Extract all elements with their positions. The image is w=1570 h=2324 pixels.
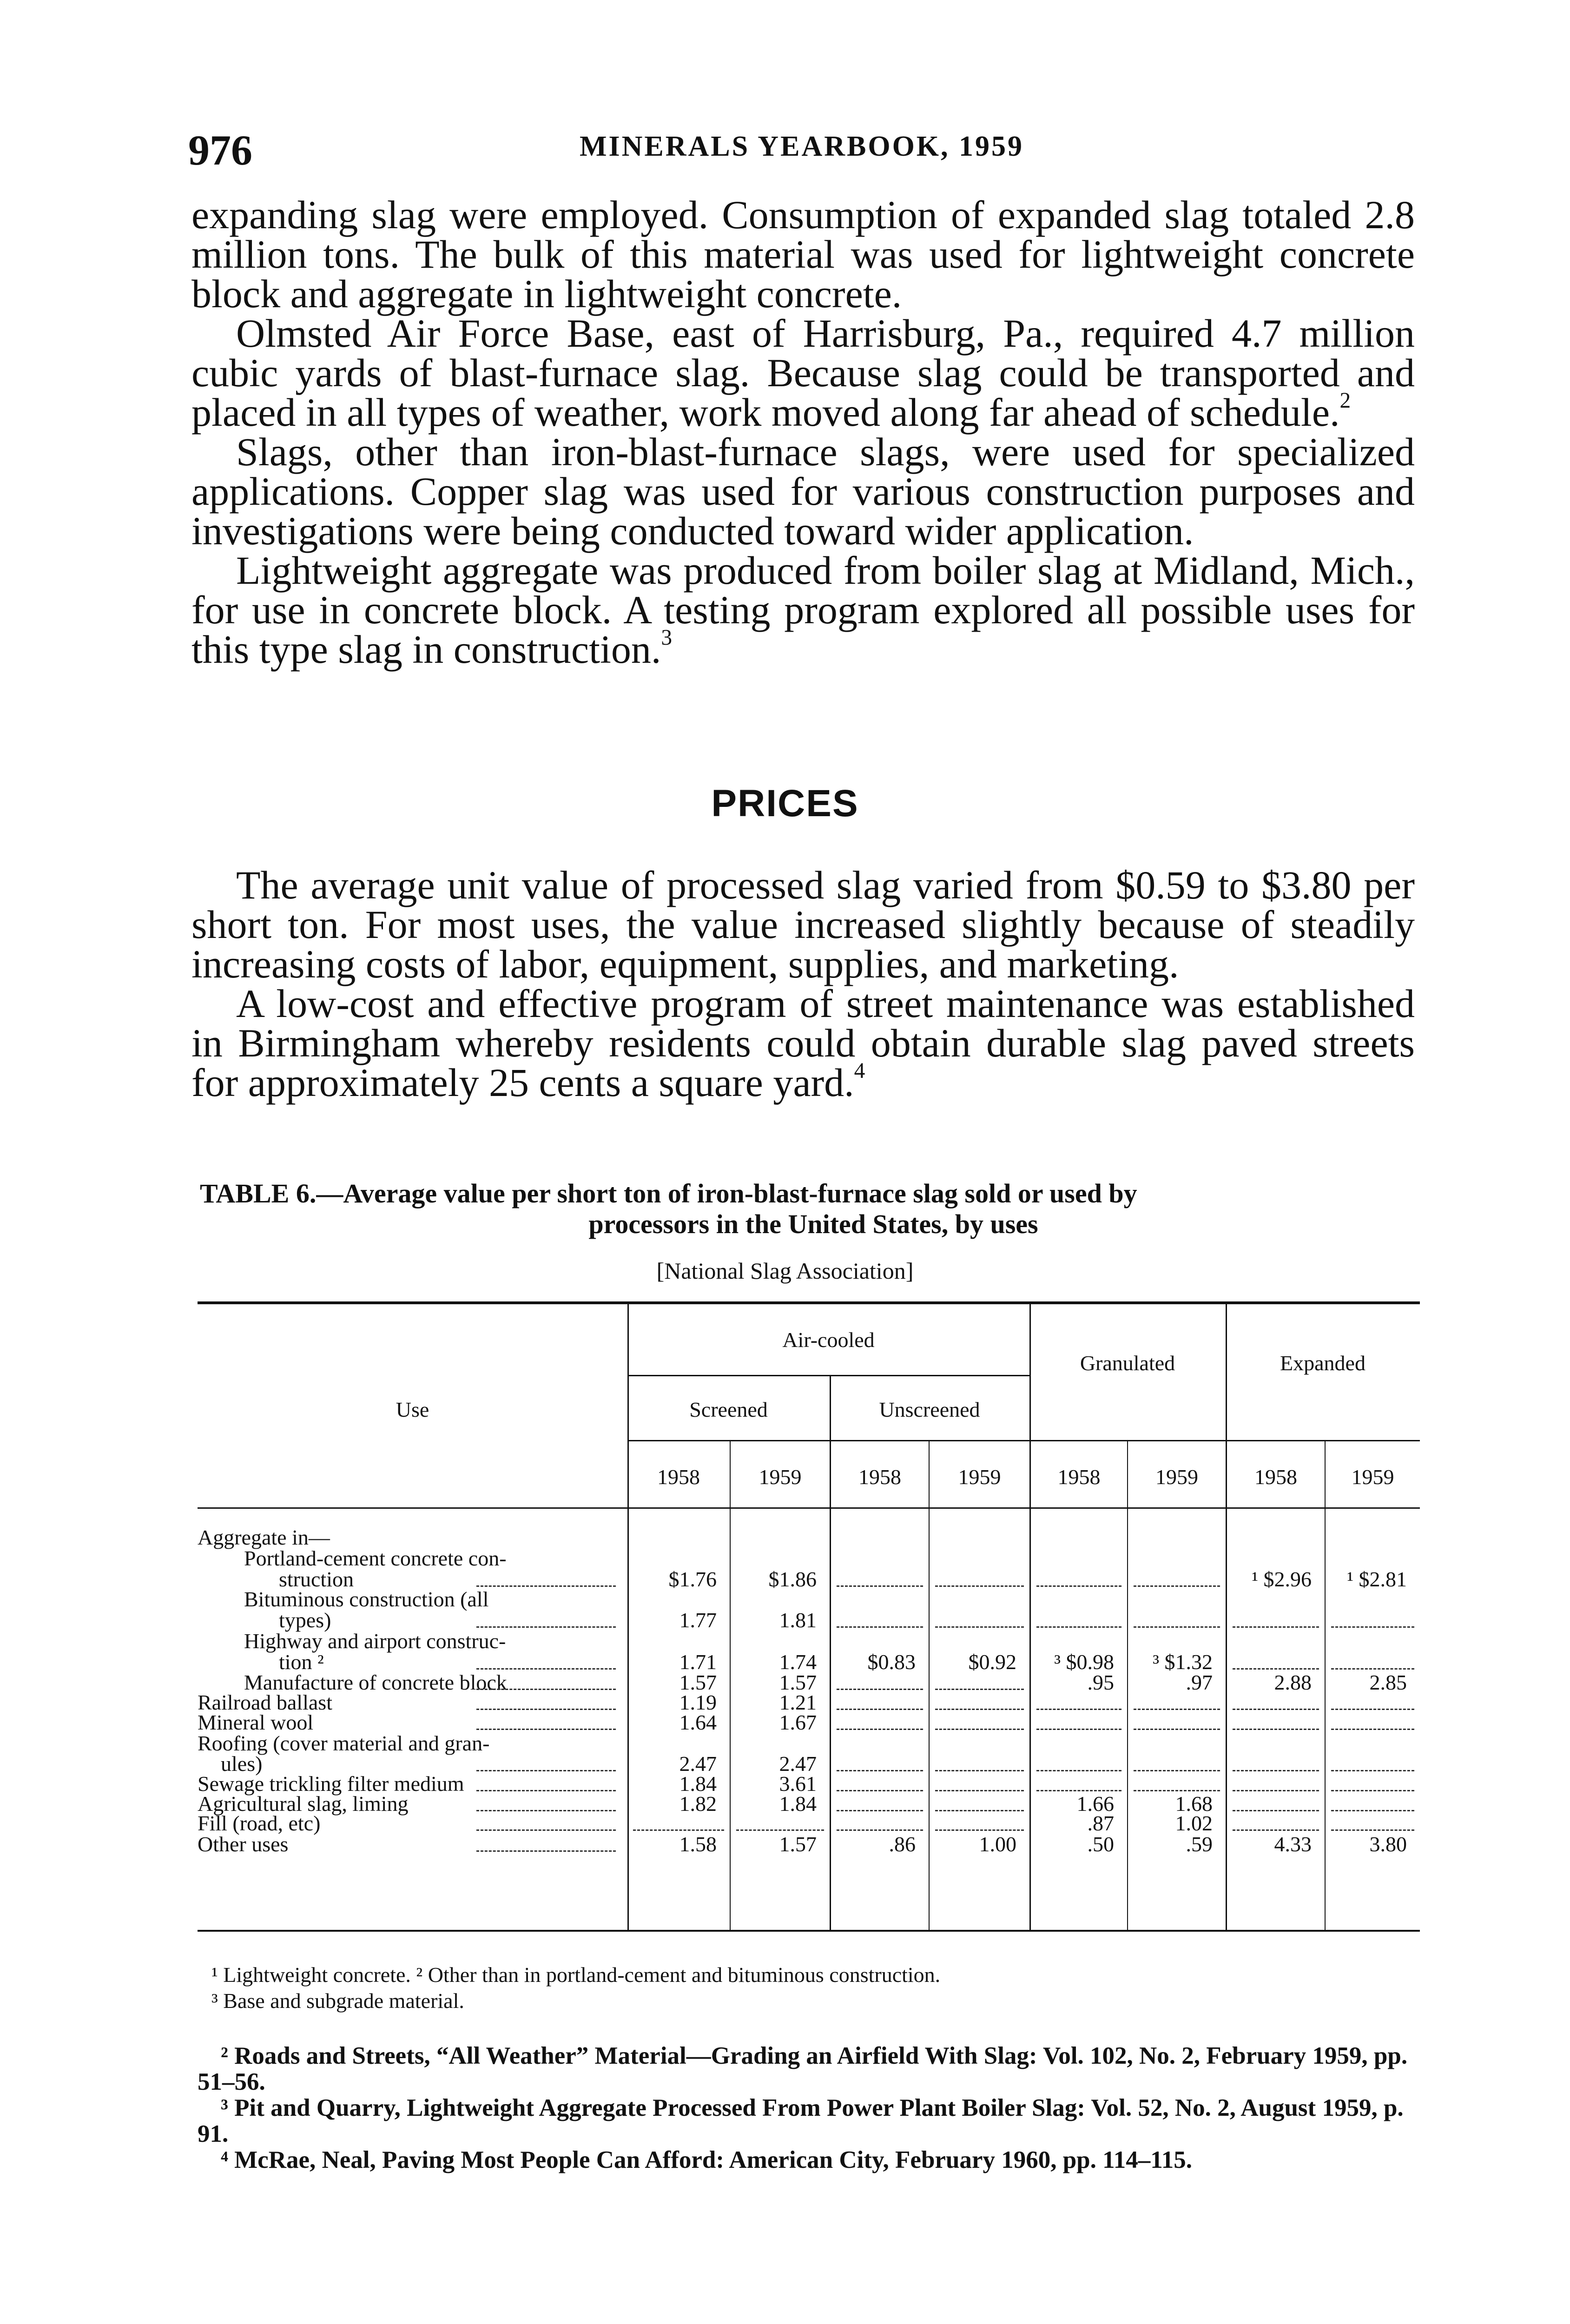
table-cell: 1.19 xyxy=(679,1690,717,1714)
table-cell: .87 xyxy=(1087,1811,1114,1835)
empty-cell-dashes xyxy=(736,1829,824,1831)
empty-cell-dashes xyxy=(1134,1729,1220,1730)
empty-cell-dashes xyxy=(1233,1810,1319,1811)
row-label: Aggregate in— xyxy=(198,1525,330,1549)
empty-cell-dashes xyxy=(1331,1829,1414,1831)
table-cell: 1.57 xyxy=(679,1670,717,1694)
empty-cell-dashes xyxy=(935,1709,1024,1710)
empty-cell-dashes xyxy=(1036,1729,1121,1730)
running-title: MINERALS YEARBOOK, 1959 xyxy=(579,131,1024,162)
header-bottom-rule xyxy=(198,1507,1420,1509)
empty-cell-dashes xyxy=(1233,1770,1319,1771)
paragraph-4: Lightweight aggregate was produced from boiler slag at Midland, Mich., for use in concrete block. A testing program explored all possible uses for this type slag in construction.$^3$ xyxy=(191,548,1415,672)
footnote-2: ² Roads and Streets, “All Weather” Material—Grading an Airfield With Slag: Vol. 102, No. 2, February 1959, pp. 51–56. xyxy=(198,2042,1408,2095)
empty-cell-dashes xyxy=(1331,1770,1414,1771)
footnote-ref-4[interactable]: 4 xyxy=(854,1058,865,1083)
table-cell: .50 xyxy=(1087,1832,1114,1856)
table-cell: 1.57 xyxy=(779,1832,817,1856)
empty-cell-dashes xyxy=(935,1829,1024,1831)
empty-cell-dashes xyxy=(1331,1729,1414,1730)
table-cell: 1.00 xyxy=(979,1832,1016,1856)
row-label: Other uses xyxy=(198,1832,289,1856)
header-screened: Screened xyxy=(689,1398,768,1421)
table-cell: 1.67 xyxy=(779,1710,817,1734)
section-heading: PRICES xyxy=(711,782,859,825)
header-year: 1958 xyxy=(858,1465,901,1489)
empty-cell-dashes xyxy=(1331,1790,1414,1791)
empty-cell-dashes xyxy=(935,1626,1024,1628)
table-caption xyxy=(200,1178,1427,1240)
row-label: Sewage trickling filter medium xyxy=(198,1772,464,1796)
table-cell: 1.64 xyxy=(679,1710,717,1734)
empty-cell-dashes xyxy=(1331,1810,1414,1811)
footnote-3: ³ Pit and Quarry, Lightweight Aggregate Processed From Power Plant Boiler Slag: Vol. 52, No. 2, August 1959, p. 91. xyxy=(198,2094,1404,2147)
table-caption-line-2: processors in the United States, by uses xyxy=(588,1209,1038,1239)
empty-cell-dashes xyxy=(837,1790,923,1791)
table-footnote-1: ¹ Lightweight concrete. ² Other than in portland-cement and bituminous construction. xyxy=(211,1963,941,1987)
row-label: Railroad ballast xyxy=(198,1690,332,1714)
table-cell: 1.57 xyxy=(779,1670,817,1694)
empty-cell-dashes xyxy=(935,1790,1024,1791)
empty-cell-dashes xyxy=(633,1829,724,1831)
table-cell: 1.21 xyxy=(779,1690,817,1714)
row-label: Mineral wool xyxy=(198,1710,314,1734)
row-label: Portland-cement concrete con- xyxy=(244,1546,507,1570)
table-source: [National Slag Association] xyxy=(656,1258,914,1284)
header-expanded: Expanded xyxy=(1280,1351,1366,1375)
header-year: 1959 xyxy=(759,1465,802,1489)
leader-dots xyxy=(476,1770,616,1771)
empty-cell-dashes xyxy=(837,1626,923,1628)
header-year: 1958 xyxy=(1057,1465,1101,1489)
table-cell: 3.80 xyxy=(1369,1832,1407,1856)
empty-cell-dashes xyxy=(1233,1790,1319,1791)
table-cell: 1.77 xyxy=(679,1608,717,1632)
table-cell: ³ $0.98 xyxy=(1054,1650,1114,1674)
header-year: 1958 xyxy=(1254,1465,1297,1489)
empty-cell-dashes xyxy=(935,1729,1024,1730)
empty-cell-dashes xyxy=(837,1729,923,1730)
empty-cell-dashes xyxy=(1036,1585,1121,1587)
header-year: 1959 xyxy=(1351,1465,1394,1489)
empty-cell-dashes xyxy=(837,1810,923,1811)
paragraph-2: Olmsted Air Force Base, east of Harrisburg, Pa., required 4.7 million cubic yards of blast-furnace slag. Because slag could be transported and placed in all types of weather, work moved along far ahead of schedule.$^2$ xyxy=(191,311,1415,435)
leader-dots xyxy=(476,1689,616,1690)
header-year: 1959 xyxy=(1155,1465,1198,1489)
leader-dots xyxy=(476,1810,616,1811)
header-air-cooled: Air-cooled xyxy=(782,1328,875,1352)
footnote-ref-3[interactable]: 3 xyxy=(661,625,673,650)
row-label: Fill (road, etc) xyxy=(198,1811,321,1835)
leader-dots xyxy=(476,1585,616,1587)
empty-cell-dashes xyxy=(935,1770,1024,1771)
row-label: ules) xyxy=(221,1752,263,1776)
header-granulated: Granulated xyxy=(1080,1351,1175,1375)
table-cell: 4.33 xyxy=(1274,1832,1312,1856)
running-header xyxy=(188,125,1415,172)
table-cell: 1.66 xyxy=(1076,1792,1114,1816)
footnote-4: ⁴ McRae, Neal, Paving Most People Can Afford: American City, February 1960, pp. 114–115. xyxy=(221,2146,1193,2173)
page-number: 976 xyxy=(188,126,252,174)
empty-cell-dashes xyxy=(1036,1709,1121,1710)
leader-dots xyxy=(476,1790,616,1791)
table-cell: 2.47 xyxy=(679,1752,717,1776)
leader-dots xyxy=(476,1829,616,1831)
table-top-rule xyxy=(198,1301,1420,1304)
empty-cell-dashes xyxy=(1233,1829,1319,1831)
empty-cell-dashes xyxy=(1036,1626,1121,1628)
empty-cell-dashes xyxy=(1036,1770,1121,1771)
row-label: Manufacture of concrete block xyxy=(244,1670,507,1694)
empty-cell-dashes xyxy=(1331,1626,1414,1628)
table-cell: 2.47 xyxy=(779,1752,817,1776)
paragraph-1: expanding slag were employed. Consumption of expanded slag totaled 2.8 million tons. The bulk of this material was used for lightweight concrete block and aggregate in lightweight concrete. xyxy=(191,192,1415,316)
row-label: Highway and airport construc- xyxy=(244,1629,506,1653)
row-label: struction xyxy=(279,1567,354,1591)
leader-dots xyxy=(476,1626,616,1628)
table-cell: $0.83 xyxy=(867,1650,916,1674)
page-footnotes xyxy=(198,2043,1420,2173)
table-cell: 1.58 xyxy=(679,1832,717,1856)
table-cell: 3.61 xyxy=(779,1772,817,1796)
row-label: Roofing (cover material and gran- xyxy=(198,1731,490,1755)
table-cell: 1.81 xyxy=(779,1608,817,1632)
empty-cell-dashes xyxy=(935,1810,1024,1811)
footnote-ref-2[interactable]: 2 xyxy=(1339,388,1351,413)
empty-cell-dashes xyxy=(1233,1626,1319,1628)
table-cell: 2.85 xyxy=(1369,1670,1407,1694)
header-year: 1959 xyxy=(958,1465,1001,1489)
table-cell: $1.86 xyxy=(768,1567,817,1591)
row-label: tion ² xyxy=(279,1650,324,1674)
leader-dots xyxy=(476,1729,616,1730)
header-use: Use xyxy=(396,1398,429,1421)
empty-cell-dashes xyxy=(1134,1709,1220,1710)
empty-cell-dashes xyxy=(837,1709,923,1710)
table-cell: .86 xyxy=(889,1832,916,1856)
table-footnote-2: ³ Base and subgrade material. xyxy=(211,1989,464,2013)
empty-cell-dashes xyxy=(1233,1729,1319,1730)
empty-cell-dashes xyxy=(1134,1770,1220,1771)
empty-cell-dashes xyxy=(1233,1709,1319,1710)
table-cell: 1.71 xyxy=(679,1650,717,1674)
leader-dots xyxy=(476,1668,616,1670)
paragraph-5: The average unit value of processed slag varied from $0.59 to $3.80 per short ton. For most uses, the value increased slightly because of steadily increasing costs of labor, equipment, supplies, and marketing. xyxy=(191,863,1415,986)
table-caption-line-1: TABLE 6.—Average value per short ton of iron-blast-furnace slag sold or used by xyxy=(200,1178,1137,1208)
empty-cell-dashes xyxy=(935,1585,1024,1587)
table-cell: ¹ $2.81 xyxy=(1347,1567,1407,1591)
col-rule xyxy=(929,1440,930,1930)
table-cell: ³ $1.32 xyxy=(1153,1650,1213,1674)
empty-cell-dashes xyxy=(1134,1790,1220,1791)
table-cell: ¹ $2.96 xyxy=(1252,1567,1312,1591)
header-year: 1958 xyxy=(657,1465,700,1489)
empty-cell-dashes xyxy=(1233,1668,1319,1670)
empty-cell-dashes xyxy=(1134,1585,1220,1587)
empty-cell-dashes xyxy=(1036,1790,1121,1791)
empty-cell-dashes xyxy=(837,1585,923,1587)
body-text-lower xyxy=(191,865,1415,1103)
table-bottom-rule xyxy=(198,1930,1420,1932)
slag-value-table xyxy=(198,1301,1420,1934)
table-cell: $0.92 xyxy=(968,1650,1016,1674)
table-cell: $1.76 xyxy=(668,1567,717,1591)
empty-cell-dashes xyxy=(1331,1709,1414,1710)
header-unscreened: Unscreened xyxy=(879,1398,980,1421)
table-cell: 1.82 xyxy=(679,1792,717,1816)
row-label: types) xyxy=(279,1608,331,1632)
body-text-upper xyxy=(191,192,1415,672)
table-cell: .95 xyxy=(1087,1670,1114,1694)
leader-dots xyxy=(476,1709,616,1710)
aircooled-rule xyxy=(627,1375,1029,1376)
table-cell: 1.74 xyxy=(779,1650,817,1674)
empty-cell-dashes xyxy=(837,1770,923,1771)
paragraph-3: Slags, other than iron-blast-furnace slags, were used for specialized applications. Copper slag was used for various construction purposes and investigations were being conducted toward wider application. xyxy=(191,429,1415,553)
table-cell: 1.84 xyxy=(779,1792,817,1816)
paragraph-6: A low-cost and effective program of street maintenance was established in Birmingham whereby residents could obtain durable slag paved streets for approximately 25 cents a square yard.$^4$ xyxy=(191,981,1415,1105)
leader-dots xyxy=(476,1850,616,1852)
row-label: Bituminous construction (all xyxy=(244,1587,489,1611)
table-cell: 1.84 xyxy=(679,1772,717,1796)
subheader-rule xyxy=(627,1440,1420,1441)
table-cell: .59 xyxy=(1186,1832,1213,1856)
empty-cell-dashes xyxy=(837,1829,923,1831)
table-cell: 1.68 xyxy=(1175,1792,1213,1816)
empty-cell-dashes xyxy=(935,1689,1024,1690)
empty-cell-dashes xyxy=(1134,1626,1220,1628)
table-cell: .97 xyxy=(1186,1670,1213,1694)
table-cell: 1.02 xyxy=(1175,1811,1213,1835)
row-label: Agricultural slag, liming xyxy=(198,1792,409,1816)
empty-cell-dashes xyxy=(837,1689,923,1690)
empty-cell-dashes xyxy=(1331,1668,1414,1670)
table-cell: 2.88 xyxy=(1274,1670,1312,1694)
